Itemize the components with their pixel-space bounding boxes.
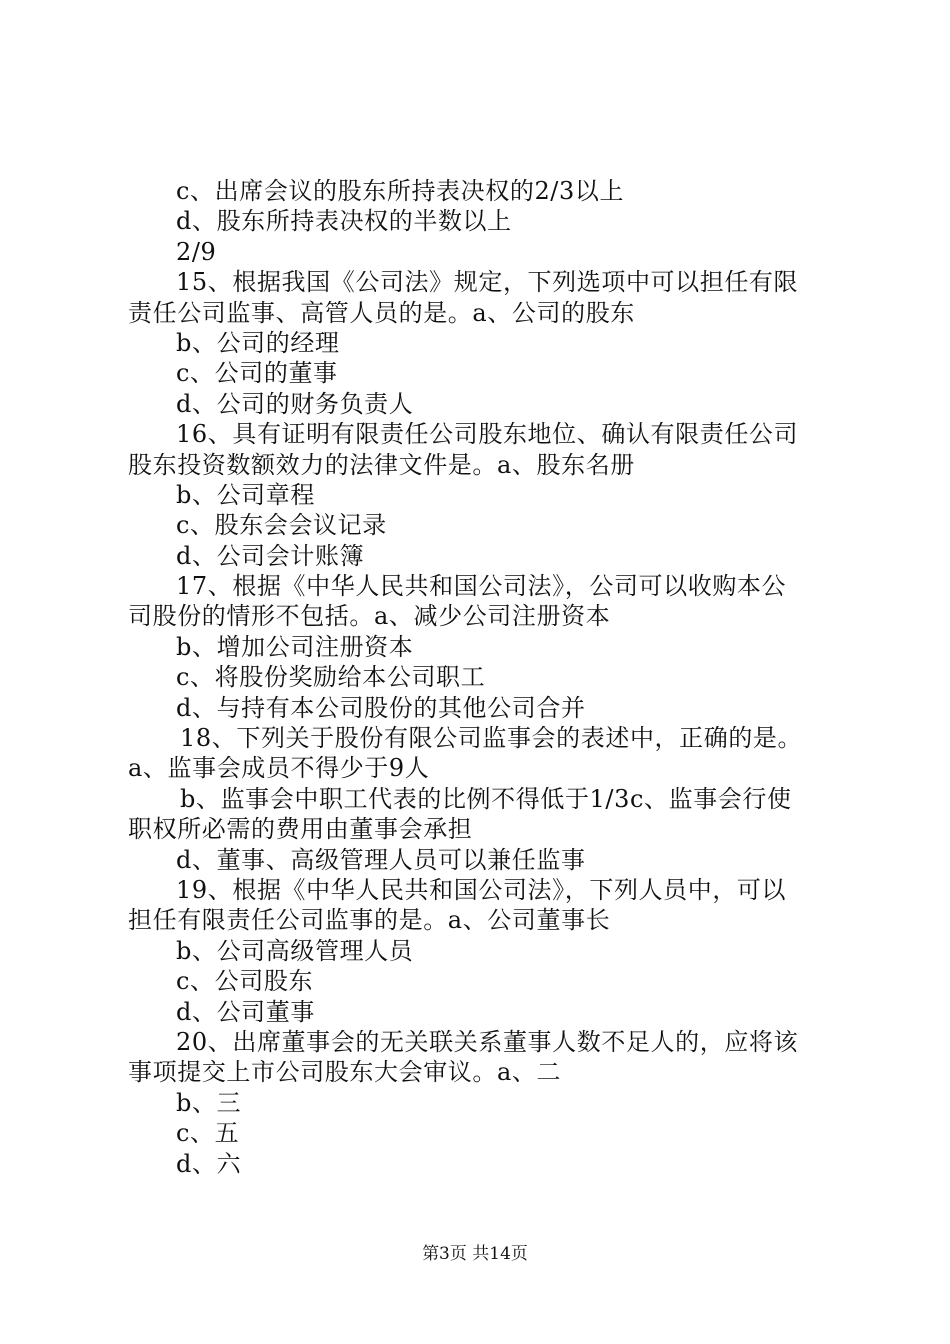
text-line: c、公司股东	[176, 967, 314, 996]
text-line: d、公司的财务负责人	[176, 389, 414, 418]
text-line: 15、根据我国《公司法》规定，下列选项中可以担任有限	[176, 268, 799, 297]
text-line: b、增加公司注册资本	[176, 632, 414, 661]
text-line: c、将股份奖励给本公司职工	[176, 663, 486, 692]
text-line: 16、具有证明有限责任公司股东地位、确认有限责任公司	[176, 420, 799, 449]
text-line: 股东投资数额效力的法律文件是。a、股东名册	[128, 450, 635, 479]
text-line: d、股东所持表决权的半数以上	[176, 207, 512, 236]
text-line: d、六	[176, 1149, 242, 1178]
text-line: b、公司高级管理人员	[176, 936, 414, 965]
text-line: a、监事会成员不得少于9人	[128, 754, 430, 783]
text-line: d、公司会计账簿	[176, 541, 365, 570]
text-line: d、董事、高级管理人员可以兼任监事	[176, 845, 586, 874]
text-line: c、公司的董事	[176, 359, 338, 388]
text-line: 20、出席董事会的无关联关系董事人数不足人的，应将该	[176, 1027, 799, 1056]
text-line: b、三	[176, 1088, 242, 1117]
text-line: d、与持有本公司股份的其他公司合并	[176, 693, 586, 722]
text-line: c、出席会议的股东所持表决权的2/3以上	[176, 177, 625, 205]
text-line: c、五	[176, 1119, 240, 1148]
text-line: 职权所必需的费用由董事会承担	[128, 815, 473, 844]
text-line: 17、根据《中华人民共和国公司法》，公司可以收购本公	[176, 572, 787, 601]
text-line: 责任公司监事、高管人员的是。a、公司的股东	[128, 298, 635, 327]
text-line: 事项提交上市公司股东大会审议。a、二	[128, 1058, 562, 1087]
text-line: b、公司章程	[176, 480, 315, 509]
text-line: b、公司的经理	[176, 328, 340, 357]
text-line: c、股东会会议记录	[176, 511, 387, 540]
document-body	[128, 176, 840, 1179]
text-line: b、监事会中职工代表的比例不得低于1/3c、监事会行使	[180, 784, 792, 813]
page-footer: 第3页 共14页	[422, 1244, 528, 1264]
text-line: 18、下列关于股份有限公司监事会的表述中，正确的是。	[180, 724, 803, 753]
text-line: 2/9	[176, 237, 217, 266]
text-line: 司股份的情形不包括。a、减少公司注册资本	[128, 602, 611, 631]
text-line: 19、根据《中华人民共和国公司法》，下列人员中，可以	[176, 875, 787, 904]
text-line: d、公司董事	[176, 997, 315, 1026]
text-line: 担任有限责任公司监事的是。a、公司董事长	[128, 906, 611, 935]
